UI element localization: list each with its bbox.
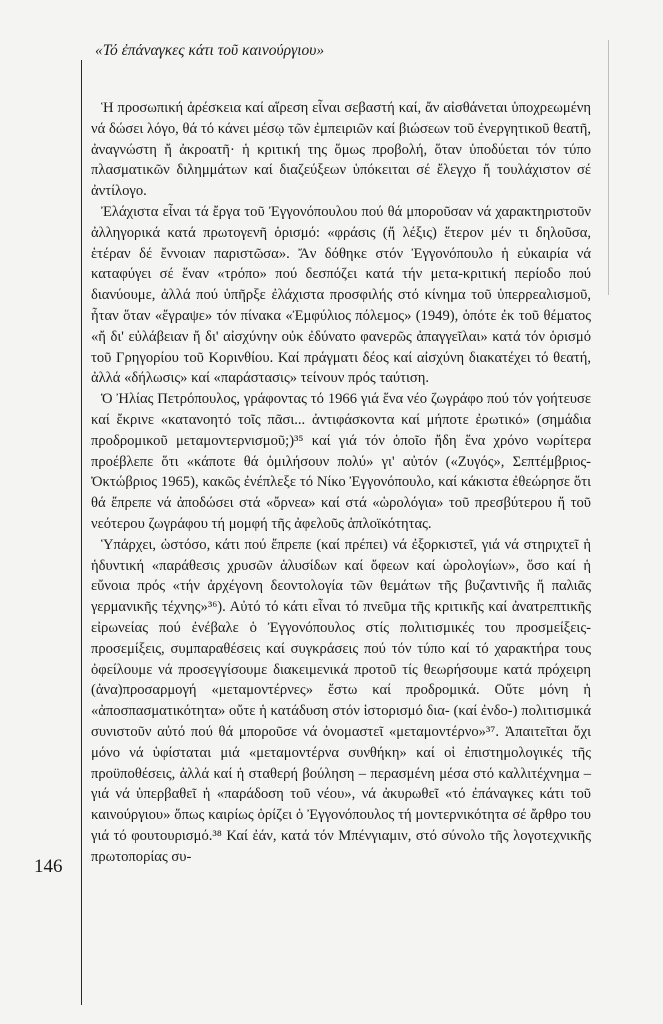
left-margin-rule — [81, 60, 82, 1005]
paragraph-1: Ἡ προσωπική ἀρέσκεια καί αἵρεση εἶναι σεβαστή καί, ἄν αἰσθάνεται ὑποχρεωμένη νά δώσει λόγο, θά τό κάνει μέσῳ τῶν ἐμπειριῶν καί βιώσεων τοῦ ἐνεργητικοῦ θεατῆ, ἀναγνώστη ἤ ἀκροατῆ· ἡ κριτική της ὅμως προβολή, ὅταν ὑποδύεται τόν τύπο πλασματικῶν διλημμάτων καί διαζεύξεων ὑπόκειται σέ ἔλεγχο ἤ τουλάχιστον σέ ἀντίλογο. — [91, 100, 591, 200]
paragraph-2: Ἐλάχιστα εἶναι τά ἔργα τοῦ Ἐγγονόπουλου πού θά μποροῦσαν νά χαρακτηριστοῦν ἀλληγορικά κατά πρωτογενῆ ὁρισμό: «φράσις (ἤ λέξις) ἕτερον μέν τι δηλοῦσα, ἑτέραν δέ ἔννοιαν παριστῶσα». Ἄν δόθηκε στόν Ἐγγονόπουλο ἡ εὐκαιρία νά καταφύγει σέ ἕναν «τρόπο» πού δεσπόζει κατά τήν μετα-κριτική περίοδο πού διανύουμε, ἀλλά πού ὑπῆρξε ἐλάχιστα προσφιλής στό κίνημα τοῦ ὑπερρεαλισμοῦ, ἦταν ὅταν «ἔγραψε» τόν πίνακα «Ἐμφύλιος πόλεμος» (1949), ὁπότε ἐκ τοῦ θέματος «ἤ δι' εὐλάβειαν ἤ δι' αἰσχύνην οὐκ ἐδύνατο φανερῶς ἀπαγγεῖλαι» κατά τόν ὁρισμό τοῦ Γρηγορίου τοῦ Κορινθίου. Καί πράγματι δέος καί αἰσχύνη διακατέχει τό θεατή, ἀλλά «δήλωσις» καί «παράστασις» τείνουν πρός ταύτιση. — [91, 203, 591, 387]
page-number: 146 — [34, 856, 63, 877]
running-head: «Τό ἐπάναγκες κάτι τοῦ καινούργιου» — [95, 42, 325, 59]
body-text — [91, 98, 591, 867]
gutter-shadow — [608, 40, 609, 295]
paragraph-4: Ὑπάρχει, ὡστόσο, κάτι πού ἔπρεπε (καί πρέπει) νά ἐξορκιστεῖ, γιά νά στηριχτεῖ ἡ ἡδυντική «παράθεσις χρυσῶν ἁλυσίδων καί ὄφεων καί ὡρολογίων», ὅσο καί ἡ εὔνοια πρός «τήν ἀρχέγονη δεοντολογία τῶν θεμάτων τῆς βυζαντινῆς ἤ παλιᾶς γερμανικῆς τέχνης»³⁶). Αὐτό τό κάτι εἶναι τό πνεῦμα τῆς κριτικῆς καί ἀνατρεπτικῆς εἰρωνείας πού ἐνέβαλε ὁ Ἐγγονόπουλος στίς πολιτισμικές του προσμείξεις-προσεμίξεις, συμπαραθέσεις καί συγκράσεις πού τόν τύπο καί τό χαρακτήρα τους ὀφείλουμε νά προσεγγίσουμε διακειμενικά προτοῦ τίς θεωρήσουμε κατά πρόχειρη (ἀνα)προσαρμογή «μεταμοντέρνες» ἔστω καί προδρομικά. Οὔτε μόνη ἡ «ἀποσπασματικότητα» οὔτε ἡ κατάδυση στόν ἱστορισμό δια- (καί ἐνδο-) πολιτισμικά συνιστοῦν αὐτό πού θά μποροῦσε νά ὀνομαστεῖ «μεταμοντέρνο»³⁷. Ἀπαιτεῖται ὄχι μόνο νά ὑφίσταται μιά «μεταμοντέρνα συνθήκη» καί οἱ ἐπιστημολογικές τῆς προϋποθέσεις, ἀλλά καί ἡ σταθερή βούληση – περασμένη μέσα στό καλλιτέχνημα – γιά νά ὑπερβαθεῖ ἡ «παράδοση τοῦ νέου», νά ἀκυρωθεῖ «τό ἐπάναγκες κάτι τοῦ καινούργιου» ὅπως καιρίως ὁρίζει ὁ Ἐγγονόπουλος τή μοντερνικότητα σέ ἄρθρο του γιά τό φουτουρισμό.³⁸ Καί ἐάν, κατά τόν Μπένγιαμιν, στό σύνολο τῆς λογοτεχνικῆς πρωτοπορίας συ- — [91, 536, 591, 865]
paragraph-3: Ὁ Ἠλίας Πετρόπουλος, γράφοντας τό 1966 γιά ἕνα νέο ζωγράφο πού τόν γοήτευσε καί ἔκρινε «κατανοητό τοῖς πᾶσι... ἀντιφάσκοντα καί μήποτε ἐρωτικό» (σημάδια προδρομικοῦ μεταμοντερνισμοῦ;)³⁵ καί γιά τόν ὁποῖο ἤδη ἕνα χρόνο νωρίτερα προέβλεπε ὅτι «κάποτε θά ὁμιλήσουν πολύ» γι' αὐτόν («Ζυγός», Σεπτέμβριος-Ὀκτώβριος 1965), κακῶς ἐνέπλεξε τό Νίκο Ἐγγονόπουλο, καί κάκιστα ἐθεώρησε ὅτι θά ἔπρεπε νά ἀποδώσει στά «ὄρνεα» καί στά «ὡρολόγια» τοῦ πρεσβύτερου ἤ τοῦ νεότερου ζωγράφου τή μομφή τῆς ἀφελοῦς ἁπλοϊκότητας. — [91, 391, 591, 532]
